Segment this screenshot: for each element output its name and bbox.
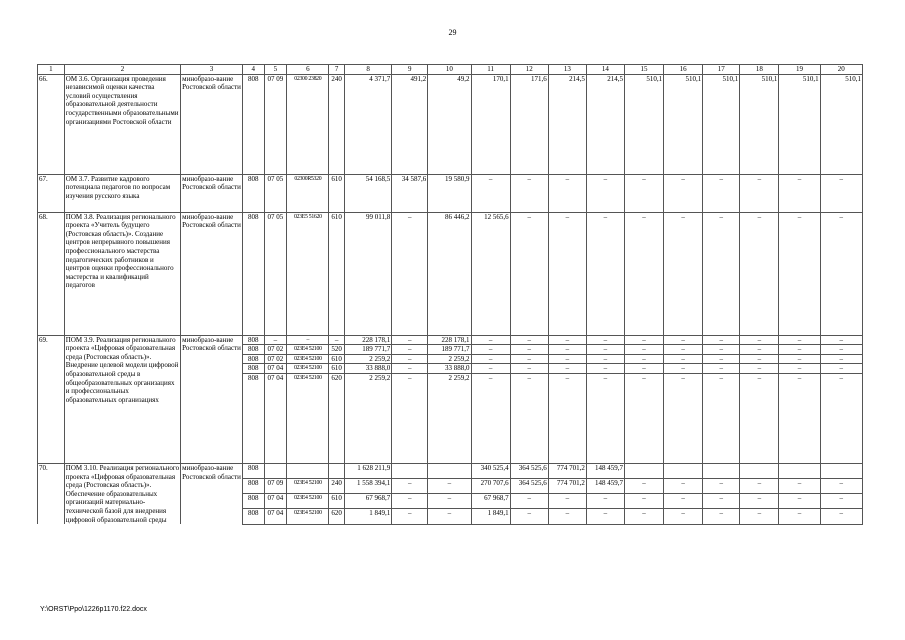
table-cell: [740, 463, 779, 478]
table-cell: 510,1: [740, 74, 779, 174]
table-cell: –: [664, 212, 703, 335]
table-body: [38, 65, 863, 525]
table-cell: 808: [242, 354, 264, 364]
table-cell: [287, 463, 329, 478]
table-cell: 07 04: [264, 373, 287, 463]
column-number-header: 2: [64, 65, 180, 75]
table-cell: –: [471, 373, 510, 463]
table-cell: –: [586, 174, 624, 212]
table-cell: 808: [242, 212, 264, 335]
row-number: 67.: [38, 174, 65, 212]
table-cell: 07 04: [264, 494, 287, 509]
table-cell: –: [392, 335, 428, 345]
table-cell: –: [664, 354, 703, 364]
table-cell: 610: [329, 364, 344, 374]
table-cell: –: [820, 494, 862, 509]
table-cell: [820, 463, 862, 478]
table-cell: 808: [242, 479, 264, 494]
table-cell: –: [510, 494, 548, 509]
table-cell: 620: [329, 509, 344, 524]
column-number-header: 19: [779, 65, 820, 75]
table-cell: 171,6: [510, 74, 548, 174]
table-cell: –: [779, 509, 820, 524]
table-row: [38, 335, 863, 345]
table-cell: –: [703, 479, 740, 494]
table-cell: –: [624, 479, 663, 494]
table-cell: 214,5: [548, 74, 586, 174]
table-cell: –: [664, 494, 703, 509]
table-cell: 610: [329, 212, 344, 335]
table-cell: –: [779, 373, 820, 463]
table-cell: 808: [242, 345, 264, 355]
table-cell: –: [471, 174, 510, 212]
table-cell: –: [703, 345, 740, 355]
row-number: 66.: [38, 74, 65, 174]
table-cell: –: [586, 354, 624, 364]
table-cell: [779, 463, 820, 478]
table-cell: 228 178,1: [428, 335, 471, 345]
table-cell: –: [586, 345, 624, 355]
table-cell: –: [624, 345, 663, 355]
table-cell: –: [548, 174, 586, 212]
table-cell: 67 968,7: [344, 494, 391, 509]
column-number-header: 7: [329, 65, 344, 75]
table-cell: –: [624, 212, 663, 335]
table-row: [38, 463, 863, 478]
measure-name: ОМ 3.6. Организация проведения независимой оценки качества условий осуществления образовательной деятельности государственными образовательными организациями Ростовской области: [64, 74, 180, 174]
table-cell: 86 446,2: [428, 212, 471, 335]
row-number: 68.: [38, 212, 65, 335]
measure-name: ПОМ 3.9. Реализация регионального проекта «Цифровая образовательная среда (Ростовская область)». Внедрение целевой модели цифровой образовательной среды в общеобразовательных организациях и профессиональных образовательных организациях: [64, 335, 180, 463]
table-cell: [329, 463, 344, 478]
table-cell: 774 701,2: [548, 479, 586, 494]
table-cell: 610: [329, 354, 344, 364]
table-cell: 07 04: [264, 364, 287, 374]
table-cell: 214,5: [586, 74, 624, 174]
table-cell: 774 701,2: [548, 463, 586, 478]
table-cell: 364 525,6: [510, 479, 548, 494]
column-number-header: 10: [428, 65, 471, 75]
table-cell: 808: [242, 494, 264, 509]
table-cell: 1 849,1: [344, 509, 391, 524]
table-cell: –: [703, 373, 740, 463]
table-cell: –: [664, 335, 703, 345]
table-cell: 148 459,7: [586, 479, 624, 494]
table-cell: –: [392, 494, 428, 509]
table-cell: –: [664, 364, 703, 374]
table-cell: –: [510, 509, 548, 524]
table-row: [38, 74, 863, 174]
table-cell: –: [428, 494, 471, 509]
table-cell: 2 259,2: [428, 354, 471, 364]
executor-name: минобразо-вание Ростовской области: [181, 74, 243, 174]
table-cell: 07 02: [264, 354, 287, 364]
table-cell: –: [624, 494, 663, 509]
column-number-header: 4: [242, 65, 264, 75]
table-cell: 07 04: [264, 509, 287, 524]
table-cell: –: [664, 174, 703, 212]
table-cell: 2 259,2: [344, 373, 391, 463]
table-cell: –: [779, 174, 820, 212]
table-cell: –: [779, 212, 820, 335]
column-number-header: 1: [38, 65, 65, 75]
table-cell: 189 771,7: [428, 345, 471, 355]
column-number-header: 17: [703, 65, 740, 75]
table-cell: 610: [329, 494, 344, 509]
table-cell: –: [624, 174, 663, 212]
column-number-header: 3: [181, 65, 243, 75]
table-cell: 340 525,4: [471, 463, 510, 478]
table-cell: 34 587,6: [392, 174, 428, 212]
column-number-header: 11: [471, 65, 510, 75]
table-cell: 023E4 52100: [287, 354, 329, 364]
table-cell: –: [703, 212, 740, 335]
table-cell: –: [740, 509, 779, 524]
table-cell: –: [624, 509, 663, 524]
table-cell: 240: [329, 479, 344, 494]
table-cell: –: [820, 174, 862, 212]
table-cell: –: [392, 354, 428, 364]
table-cell: 023E4 52100: [287, 509, 329, 524]
table-cell: –: [779, 354, 820, 364]
column-number-header: 5: [264, 65, 287, 75]
table-cell: –: [703, 174, 740, 212]
measure-name: ПОМ 3.8. Реализация регионального проекта «Учитель будущего (Ростовская область)». Создание центров непрерывного повышения профессионального мастерства педагогических работников и центров оценки профессионального мастерства и квалификаций педагогов: [64, 212, 180, 335]
table-cell: –: [740, 479, 779, 494]
table-cell: –: [392, 479, 428, 494]
table-cell: –: [820, 373, 862, 463]
table-cell: 67 968,7: [471, 494, 510, 509]
table-cell: 023E4 52100: [287, 364, 329, 374]
column-number-header: 9: [392, 65, 428, 75]
table-cell: 023E4 52100: [287, 345, 329, 355]
table-cell: –: [740, 373, 779, 463]
table-cell: –: [428, 509, 471, 524]
table-cell: 808: [242, 364, 264, 374]
table-cell: –: [586, 373, 624, 463]
table-cell: –: [779, 345, 820, 355]
table-cell: –: [740, 335, 779, 345]
table-cell: –: [740, 494, 779, 509]
table-cell: 19 580,9: [428, 174, 471, 212]
table-cell: 07 09: [264, 74, 287, 174]
column-number-header: 18: [740, 65, 779, 75]
table-cell: –: [624, 373, 663, 463]
table-cell: –: [392, 373, 428, 463]
table-cell: –: [510, 373, 548, 463]
table-cell: –: [586, 335, 624, 345]
table-cell: 808: [242, 335, 264, 345]
table-cell: 2 259,2: [344, 354, 391, 364]
table-cell: 1 558 394,1: [344, 479, 391, 494]
table-cell: 1 628 211,9: [344, 463, 391, 478]
table-cell: 228 178,1: [344, 335, 391, 345]
table-cell: 4 371,7: [344, 74, 391, 174]
table-cell: –: [740, 174, 779, 212]
row-number: 69.: [38, 335, 65, 463]
table-cell: 364 525,6: [510, 463, 548, 478]
table-cell: [703, 463, 740, 478]
table-cell: –: [779, 364, 820, 374]
table-cell: 491,2: [392, 74, 428, 174]
table-cell: [392, 463, 428, 478]
table-cell: 07 02: [264, 345, 287, 355]
column-number-header: 6: [287, 65, 329, 75]
budget-table: [37, 64, 863, 525]
table-cell: 07 05: [264, 174, 287, 212]
table-cell: 808: [242, 174, 264, 212]
table-cell: –: [428, 479, 471, 494]
table-cell: –: [548, 335, 586, 345]
table-cell: 808: [242, 509, 264, 524]
table-cell: –: [664, 345, 703, 355]
table-cell: –: [740, 364, 779, 374]
table-cell: 510,1: [779, 74, 820, 174]
measure-name: ПОМ 3.10. Реализация регионального проекта «Цифровая образовательная среда (Ростовская область)». Обеспечение образовательных организаций материально-технической базой для внедрения цифровой образовательной среды: [65, 463, 180, 524]
table-cell: –: [664, 509, 703, 524]
table-row: [38, 174, 863, 212]
table-cell: –: [820, 479, 862, 494]
table-cell: 2 259,2: [428, 373, 471, 463]
table-cell: 620: [329, 373, 344, 463]
table-cell: 808: [242, 463, 264, 478]
table-cell: –: [392, 212, 428, 335]
table-cell: –: [287, 335, 329, 345]
table-cell: 07 09: [264, 479, 287, 494]
column-number-header: 16: [664, 65, 703, 75]
column-number-header: 12: [510, 65, 548, 75]
table-cell: 189 771,7: [344, 345, 391, 355]
table-cell: –: [664, 479, 703, 494]
table-cell: –: [820, 212, 862, 335]
table-cell: –: [548, 212, 586, 335]
table-cell: –: [703, 354, 740, 364]
executor-name: минобразо-вание Ростовской области: [181, 174, 243, 212]
table-cell: –: [264, 335, 287, 345]
table-cell: –: [510, 364, 548, 374]
table-cell: –: [548, 354, 586, 364]
table-cell: –: [392, 364, 428, 374]
table-cell: –: [740, 354, 779, 364]
table-cell: 023E4 52100: [287, 373, 329, 463]
table-cell: [664, 463, 703, 478]
table-cell: 12 565,6: [471, 212, 510, 335]
table-cell: 808: [242, 373, 264, 463]
table-cell: 33 888,0: [428, 364, 471, 374]
table-cell: 148 459,7: [586, 463, 624, 478]
column-number-header: 14: [586, 65, 624, 75]
table-cell: 02300 23820: [287, 74, 329, 174]
table-cell: 1 849,1: [471, 509, 510, 524]
page-number: 29: [448, 28, 457, 37]
column-number-header-row: [38, 65, 863, 75]
column-number-header: 20: [820, 65, 862, 75]
table-cell: –: [740, 345, 779, 355]
table-cell: –: [471, 364, 510, 374]
column-number-header: 8: [344, 65, 391, 75]
table-cell: 510,1: [664, 74, 703, 174]
table-cell: –: [392, 345, 428, 355]
column-number-header: 15: [624, 65, 663, 75]
table-cell: –: [779, 335, 820, 345]
table-cell: 510,1: [820, 74, 862, 174]
column-number-header: 13: [548, 65, 586, 75]
table-cell: –: [510, 335, 548, 345]
table-cell: [428, 463, 471, 478]
table-cell: –: [586, 509, 624, 524]
table-cell: –: [664, 373, 703, 463]
table-cell: –: [820, 354, 862, 364]
table-cell: –: [510, 174, 548, 212]
table-cell: –: [820, 509, 862, 524]
table-cell: 808: [242, 74, 264, 174]
executor-name: минобразо-вание Ростовской области: [181, 463, 243, 524]
table-cell: –: [548, 494, 586, 509]
table-cell: –: [329, 335, 344, 345]
table-cell: 54 168,5: [344, 174, 391, 212]
table-cell: –: [510, 212, 548, 335]
table-cell: –: [820, 345, 862, 355]
table-cell: –: [510, 345, 548, 355]
table-cell: –: [740, 212, 779, 335]
table-cell: 023E4 52100: [287, 494, 329, 509]
table-cell: 02300R5320: [287, 174, 329, 212]
table-row: [38, 212, 863, 335]
table-cell: [264, 463, 287, 478]
table-cell: –: [820, 335, 862, 345]
table-cell: 520: [329, 345, 344, 355]
table-cell: 023E5 51620: [287, 212, 329, 335]
table-cell: 33 888,0: [344, 364, 391, 374]
table-cell: 510,1: [703, 74, 740, 174]
table-cell: –: [548, 364, 586, 374]
measure-name: ОМ 3.7. Развитие кадрового потенциала педагогов по вопросам изучения русского языка: [64, 174, 180, 212]
table-cell: –: [820, 364, 862, 374]
table-cell: –: [779, 479, 820, 494]
table-cell: –: [703, 494, 740, 509]
table-cell: –: [548, 509, 586, 524]
table-cell: 49,2: [428, 74, 471, 174]
table-cell: 07 05: [264, 212, 287, 335]
table-cell: 99 011,8: [344, 212, 391, 335]
table-cell: –: [624, 335, 663, 345]
table-cell: 610: [329, 174, 344, 212]
table-cell: [624, 463, 663, 478]
table-cell: 023E4 52100: [287, 479, 329, 494]
table-cell: –: [471, 354, 510, 364]
row-number: 70.: [38, 463, 65, 524]
table-cell: –: [586, 494, 624, 509]
table-cell: 270 707,6: [471, 479, 510, 494]
table-cell: –: [703, 509, 740, 524]
table-cell: –: [624, 364, 663, 374]
table-cell: 510,1: [624, 74, 663, 174]
table-cell: –: [392, 509, 428, 524]
table-cell: –: [703, 364, 740, 374]
table-cell: –: [471, 345, 510, 355]
table-cell: –: [703, 335, 740, 345]
executor-name: минобразо-вание Ростовской области: [181, 335, 243, 463]
table-cell: –: [471, 335, 510, 345]
table-cell: –: [779, 494, 820, 509]
table-cell: 240: [329, 74, 344, 174]
table-cell: –: [586, 364, 624, 374]
table-cell: –: [510, 354, 548, 364]
executor-name: минобразо-вание Ростовской области: [181, 212, 243, 335]
table-cell: –: [548, 373, 586, 463]
table-cell: –: [548, 345, 586, 355]
file-path-footer: Y:\ORST\Ppo\1226p1170.f22.docx: [40, 606, 147, 613]
table-cell: –: [624, 354, 663, 364]
table-cell: –: [586, 212, 624, 335]
table-cell: 170,1: [471, 74, 510, 174]
